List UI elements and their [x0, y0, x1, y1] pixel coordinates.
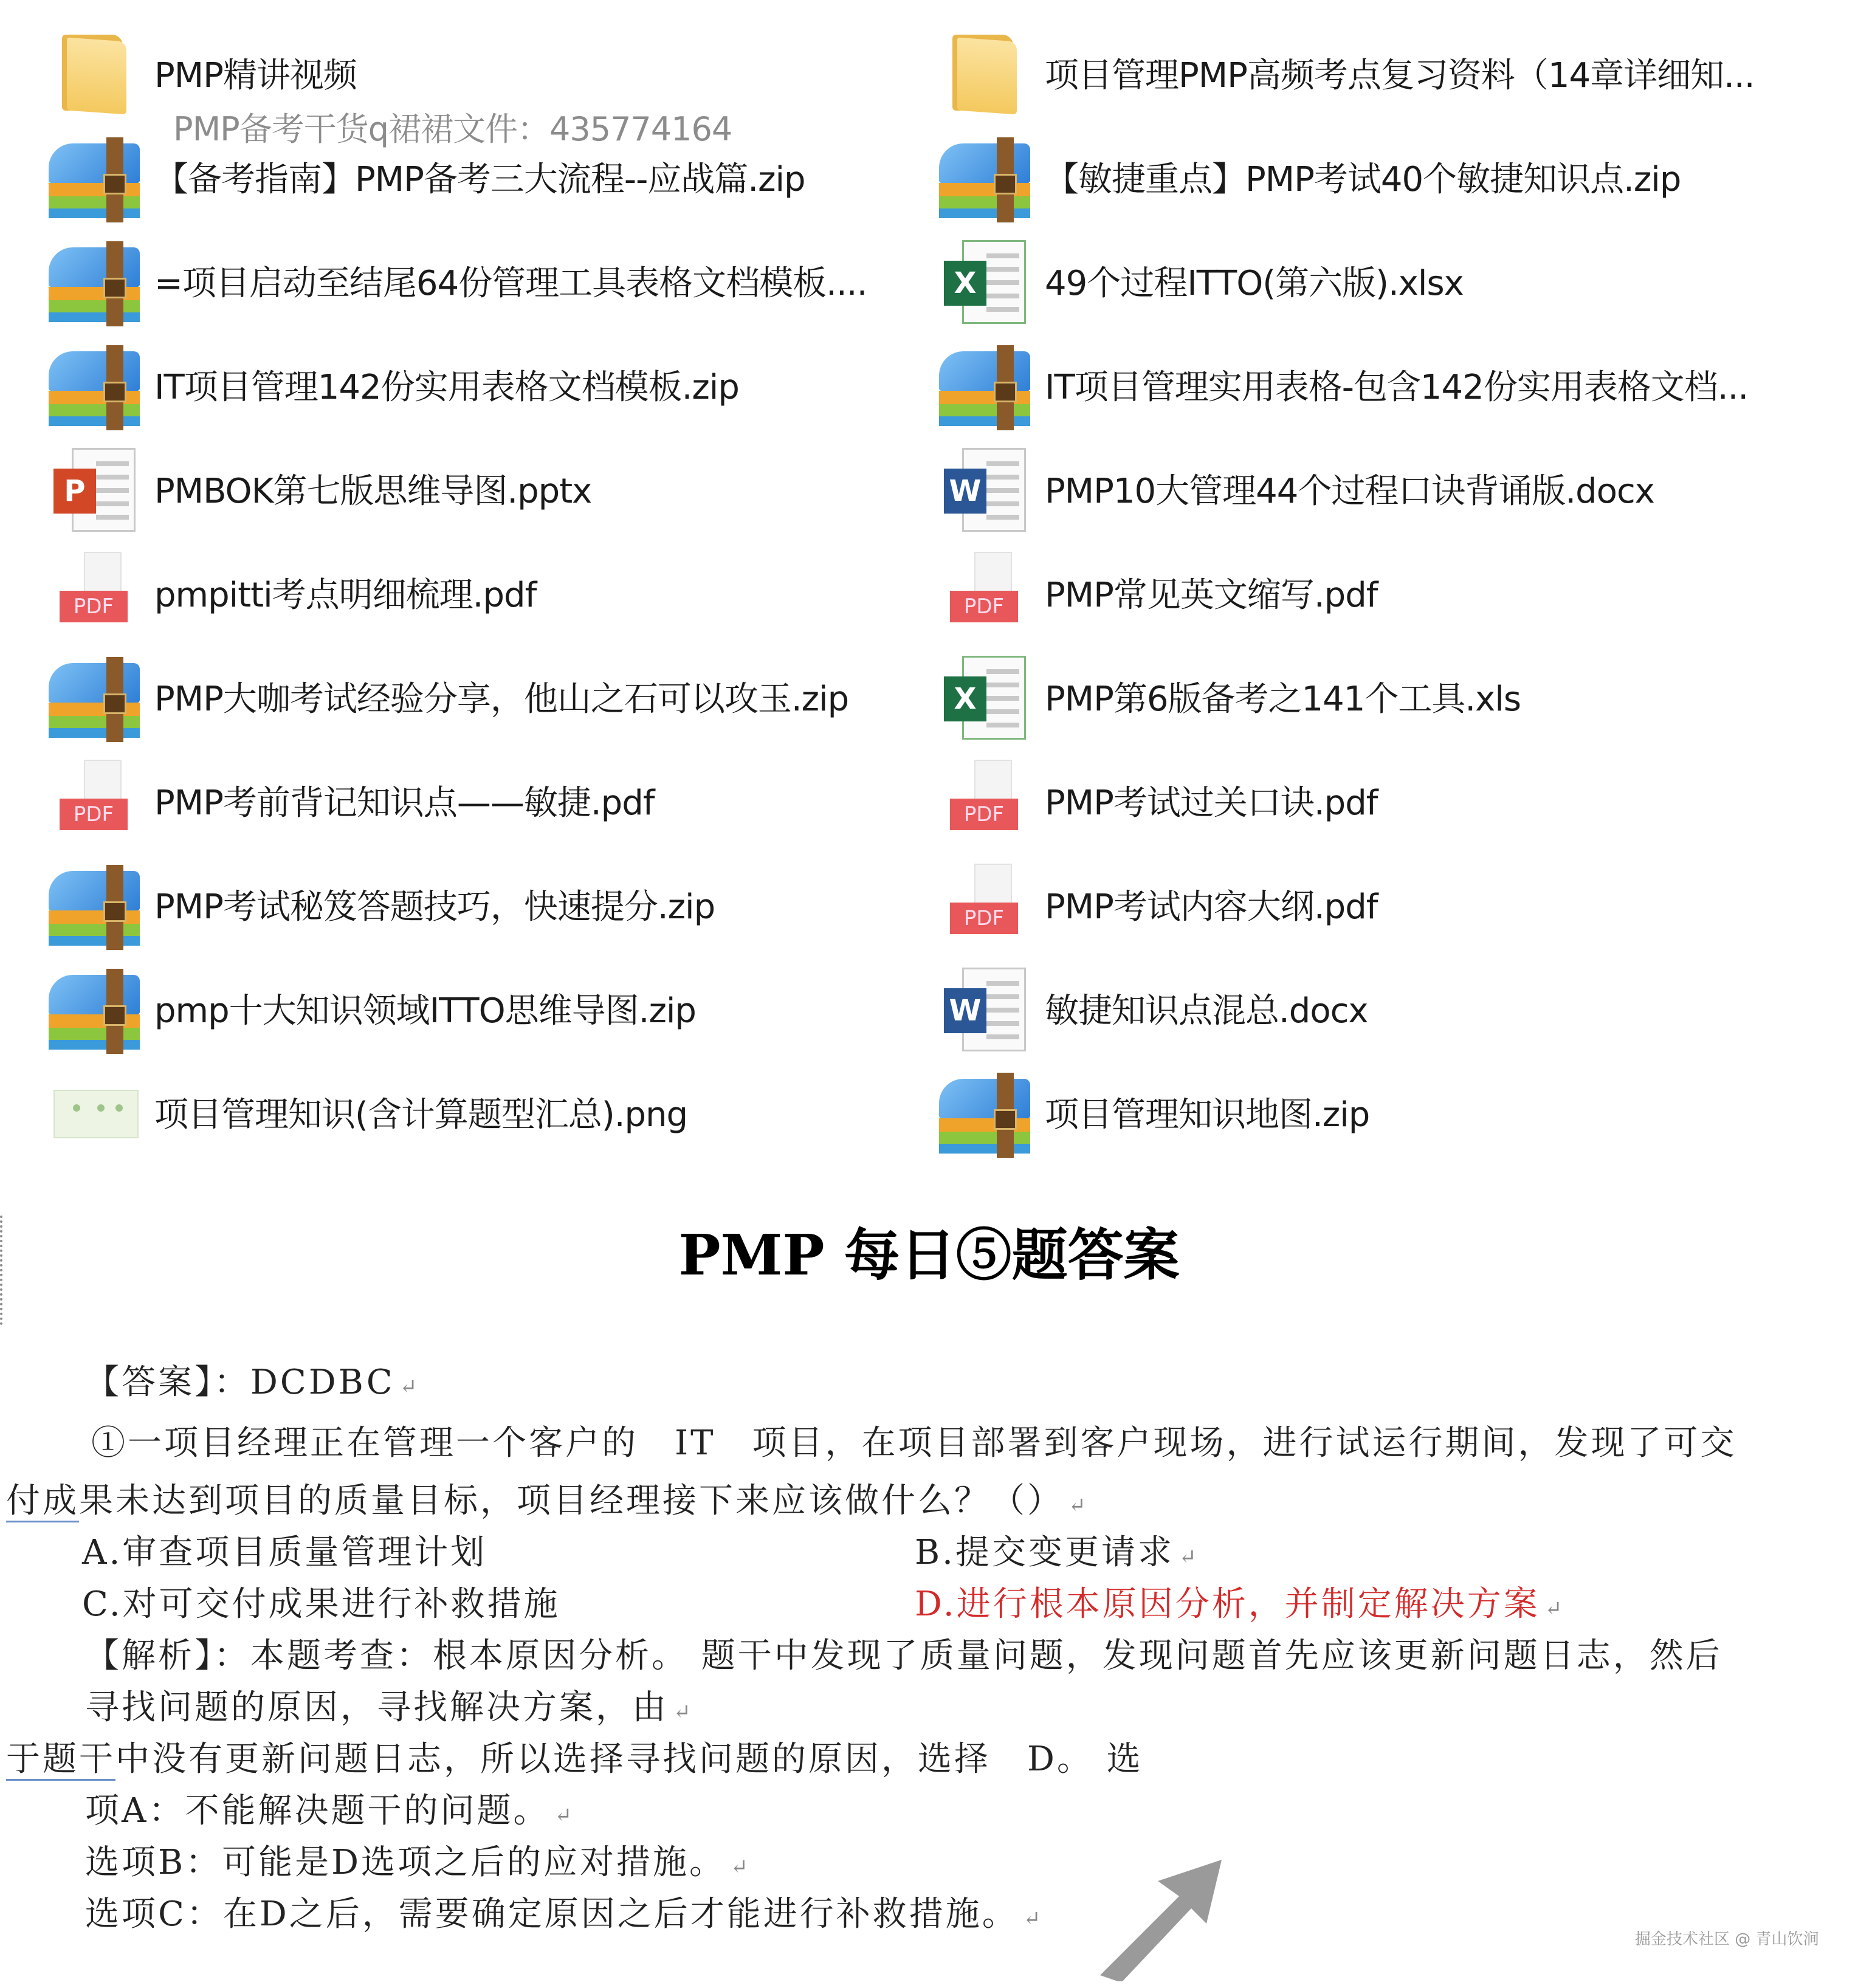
zip-archive-icon — [49, 859, 146, 950]
pdf-file-icon: PDF — [49, 547, 146, 638]
powerpoint-file-icon: P — [49, 443, 146, 534]
answer-document — [0, 1185, 1858, 1988]
file-name: PMP考试内容大纲.pdf — [1045, 887, 1378, 927]
file-item[interactable] — [939, 544, 1377, 641]
file-name: 项目管理知识(含计算题型汇总).png — [154, 1095, 688, 1135]
image-file-icon — [49, 1067, 146, 1158]
option-b: B.提交变更请求 ↵ — [915, 1533, 1199, 1572]
file-item[interactable] — [939, 1064, 1369, 1161]
file-item[interactable] — [939, 752, 1377, 849]
file-name: PMP考试秘笈答题技巧，快速提分.zip — [154, 887, 715, 927]
underlined-text: 于题干 — [6, 1739, 115, 1781]
analysis-line-6: 选项C：在D之后，需要确定原因之后才能进行补救措施。 ↵ — [85, 1894, 1044, 1934]
document-title: PMP 每日⑤题答案 — [678, 1222, 1180, 1288]
file-item[interactable] — [49, 336, 739, 433]
folder-icon — [939, 27, 1036, 119]
analysis-line-2: 寻找问题的原因，寻找解决方案，由 ↵ — [85, 1688, 693, 1727]
file-name: PMP第6版备考之141个工具.xls — [1045, 679, 1521, 719]
file-name: 项目管理PMP高频考点复习资料（14章详细知... — [1045, 56, 1755, 95]
watermark: 掘金技术社区 @ 青山饮涧 — [1635, 1930, 1819, 1948]
file-item[interactable] — [939, 24, 1755, 122]
file-item[interactable] — [939, 232, 1464, 329]
file-item[interactable] — [939, 128, 1681, 225]
file-item[interactable] — [49, 440, 591, 537]
excel-file-icon: X — [939, 651, 1036, 742]
file-item[interactable] — [49, 1064, 687, 1161]
analysis-line-4: 项A：不能解决题干的问题。 ↵ — [85, 1791, 574, 1831]
option-d-correct: D.进行根本原因分析，并制定解决方案 ↵ — [915, 1584, 1565, 1624]
file-name: 敏捷知识点混总.docx — [1045, 991, 1368, 1031]
file-name: 项目管理知识地图.zip — [1045, 1095, 1370, 1135]
underlined-text: 付成 — [6, 1481, 79, 1522]
file-item[interactable] — [939, 856, 1377, 953]
file-name: PMBOK第七版思维导图.pptx — [154, 472, 592, 511]
zip-archive-icon — [49, 963, 146, 1054]
file-item[interactable] — [939, 440, 1654, 537]
word-file-icon: W — [939, 443, 1036, 534]
file-item[interactable] — [49, 544, 536, 641]
pdf-file-icon: PDF — [49, 755, 146, 846]
file-name: 【敏捷重点】PMP考试40个敏捷知识点.zip — [1045, 160, 1681, 199]
file-name: pmp十大知识领域ITTO思维导图.zip — [154, 991, 696, 1031]
zip-archive-icon — [49, 235, 146, 326]
question-line-2: 付成果未达到项目的质量目标，项目经理接下来应该做什么？（） ↵ — [6, 1474, 1089, 1522]
folder-icon — [49, 27, 146, 119]
file-item[interactable] — [49, 960, 696, 1057]
zip-archive-icon — [939, 1067, 1036, 1158]
pdf-file-icon: PDF — [939, 859, 1036, 950]
question-line-1: ①一项目经理正在管理一个客户的 IT 项目，在项目部署到客户现场，进行试运行期间，发现了可交 — [91, 1423, 1737, 1463]
zip-archive-icon — [939, 339, 1036, 430]
analysis-line-3: 于题干中没有更新问题日志，所以选择寻找问题的原因，选择 D。 选 — [6, 1732, 1143, 1781]
file-name: PMP考前背记知识点——敏捷.pdf — [154, 783, 655, 823]
zip-archive-icon — [49, 651, 146, 742]
option-c: C.对可交付成果进行补救措施 — [82, 1584, 560, 1624]
file-name: 49个过程ITTO(第六版).xlsx — [1045, 264, 1464, 303]
file-name: =项目启动至结尾64份管理工具表格文档模板.... — [154, 264, 867, 303]
arrow-icon — [1088, 1823, 1246, 1981]
file-name: PMP考试过关口诀.pdf — [1045, 783, 1378, 823]
file-item[interactable] — [939, 648, 1521, 745]
zip-archive-icon — [49, 131, 146, 222]
analysis-line-5: 选项B：可能是D选项之后的应对措施。 ↵ — [85, 1843, 751, 1882]
file-item[interactable] — [49, 232, 867, 329]
file-item[interactable] — [49, 752, 654, 849]
file-name: IT项目管理实用表格-包含142份实用表格文档... — [1045, 368, 1749, 407]
word-file-icon: W — [939, 963, 1036, 1054]
file-item[interactable] — [939, 336, 1748, 433]
file-item[interactable] — [49, 128, 805, 225]
analysis-line-1: 【解析】：本题考查：根本原因分析。 题干中发现了质量问题，发现问题首先应该更新问题日志，然后 — [85, 1636, 1722, 1676]
file-name: PMP精讲视频 — [154, 56, 357, 95]
file-item[interactable] — [49, 856, 715, 953]
file-name: PMP10大管理44个过程口诀背诵版.docx — [1045, 472, 1654, 511]
answer-line: 【答案】：DCDBC ↵ — [85, 1363, 420, 1402]
zip-archive-icon — [49, 339, 146, 430]
option-a: A.审查项目质量管理计划 — [82, 1533, 487, 1572]
excel-file-icon: X — [939, 235, 1036, 326]
folder-caption: PMP备考干货q裙裙文件：435774164 — [173, 110, 732, 148]
file-name: PMP常见英文缩写.pdf — [1045, 576, 1378, 615]
file-item[interactable] — [939, 960, 1368, 1057]
file-name: pmpitti考点明细梳理.pdf — [154, 576, 537, 615]
zip-archive-icon — [939, 131, 1036, 222]
file-name: 【备考指南】PMP备考三大流程--应战篇.zip — [154, 160, 805, 199]
pdf-file-icon: PDF — [939, 755, 1036, 846]
pdf-file-icon: PDF — [939, 547, 1036, 638]
file-name: PMP大咖考试经验分享，他山之石可以攻玉.zip — [154, 679, 849, 719]
file-item[interactable] — [49, 648, 848, 745]
file-name: IT项目管理142份实用表格文档模板.zip — [154, 368, 739, 407]
